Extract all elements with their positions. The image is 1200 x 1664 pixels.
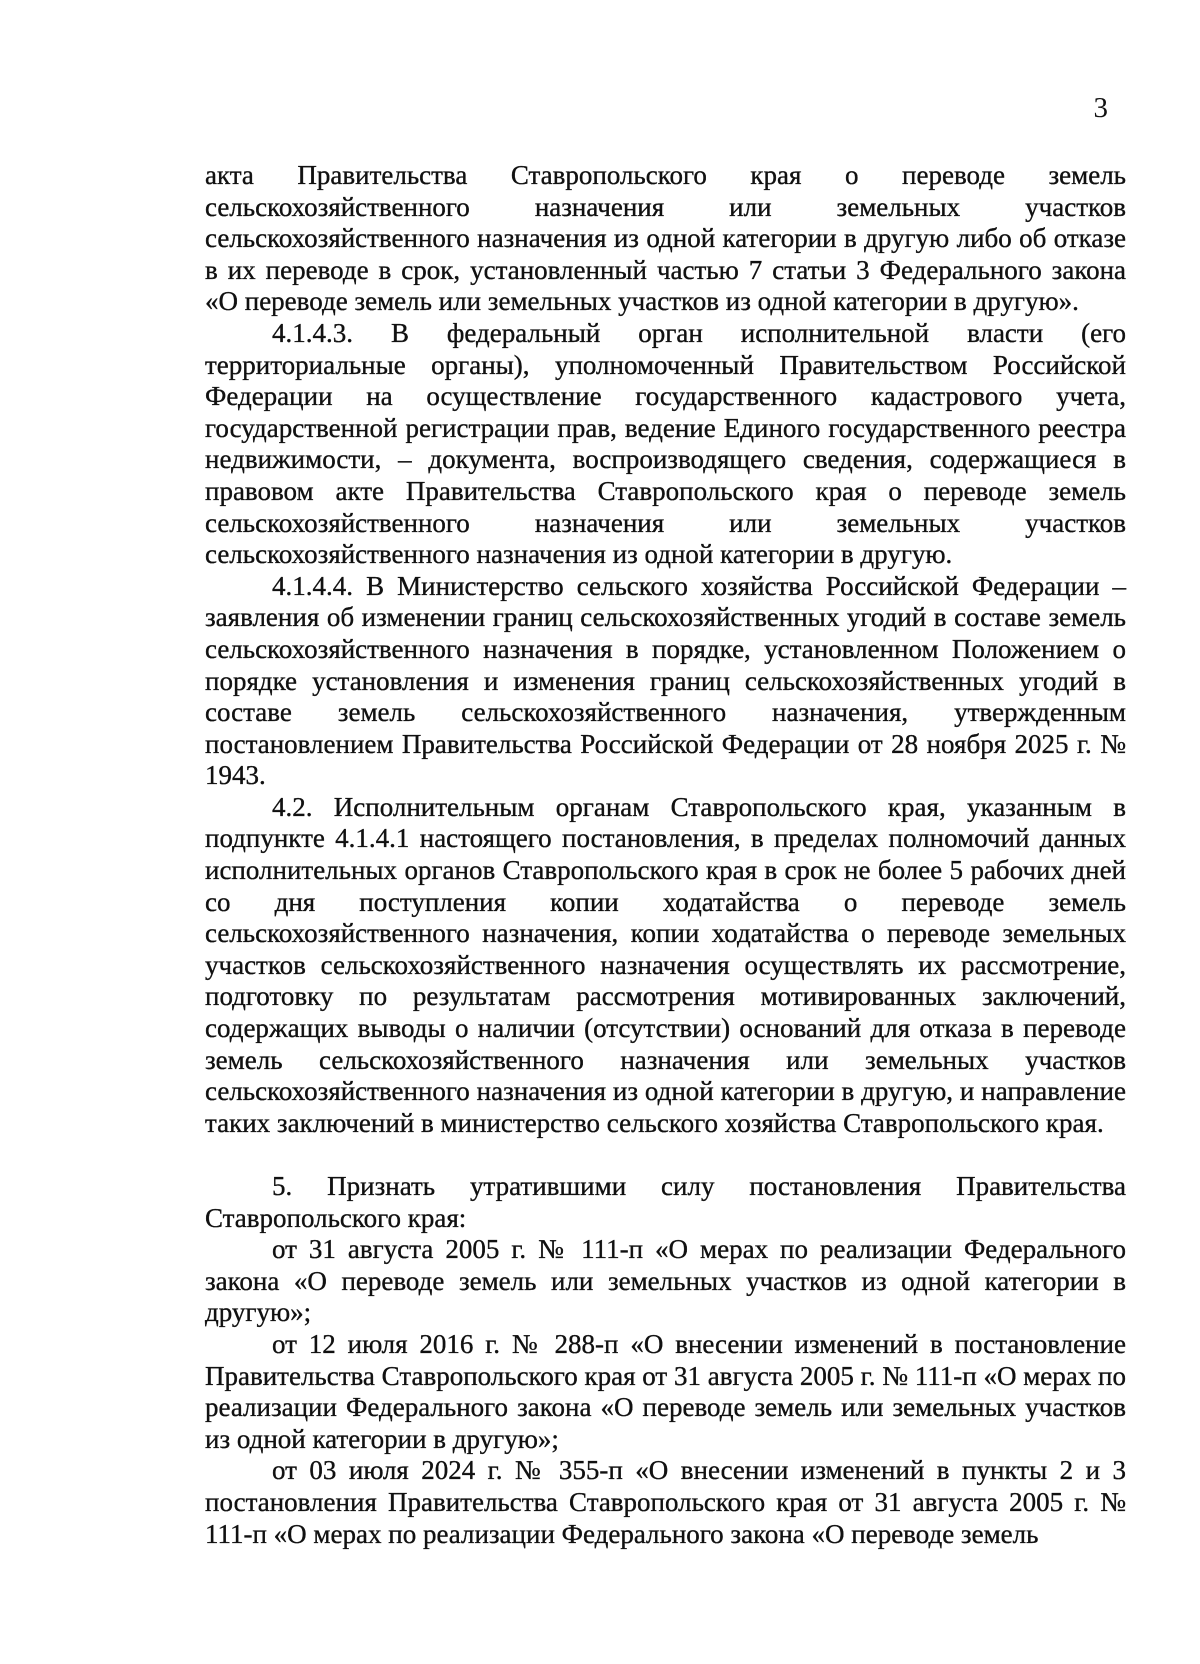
repealed-act-2005: от 31 августа 2005 г. № 111-п «О мерах по реализации Федерального закона «О переводе земель или земельных участков из одной категории в другую»; (205, 1234, 1126, 1328)
paragraph-4-1-4-3: 4.1.4.3. В федеральный орган исполнительной власти (его территориальные органы), уполномоченный Правительством Российской Федерации на осуществление государственного кадастрового учета, государственной регистрации прав, ведение Единого государственного реестра недвижимости, – документа, воспроизводящего сведения, содержащиеся в правовом акте Правительства Ставропольского края о переводе земель сельскохозяйственного назначения или земельных участков сельскохозяйственного назначения из одной категории в другую. (205, 317, 1126, 570)
repealed-act-2016: от 12 июля 2016 г. № 288-п «О внесении изменений в постановление Правительства Ставропольского края от 31 августа 2005 г. № 111-п «О мерах по реализации Федерального закона «О переводе земель или земельных участков из одной категории в другую»; (205, 1328, 1126, 1454)
paragraph-continuation: акта Правительства Ставропольского края о переводе земель сельскохозяйственного назначения или земельных участков сельскохозяйственного назначения из одной категории в другую либо об отказе в их переводе в срок, установленный частью 7 статьи 3 Федерального закона «О переводе земель или земельных участков из одной категории в другую». (205, 160, 1126, 317)
paragraph-4-2: 4.2. Исполнительным органам Ставропольского края, указанным в подпункте 4.1.4.1 настоящего постановления, в пределах полномочий данных исполнительных органов Ставропольского края в срок не более 5 рабочих дней со дня поступления копии ходатайства о переводе земель сельскохозяйственного назначения, копии ходатайства о переводе земельных участков сельскохозяйственного назначения осуществлять их рассмотрение, подготовку по результатам рассмотрения мотивированных заключений, содержащих выводы о наличии (отсутствии) оснований для отказа в переводе земель сельскохозяйственного назначения или земельных участков сельскохозяйственного назначения из одной категории в другую, и направление таких заключений в министерство сельского хозяйства Ставропольского края. (205, 791, 1126, 1138)
repealed-act-2024: от 03 июля 2024 г. № 355-п «О внесении изменений в пункты 2 и 3 постановления Правительства Ставропольского края от 31 августа 2005 г. № 111-п «О мерах по реализации Федерального закона «О переводе земель (205, 1455, 1126, 1549)
paragraph-4-1-4-4: 4.1.4.4. В Министерство сельского хозяйства Российской Федерации – заявления об изменении границ сельскохозяйственных угодий в составе земель сельскохозяйственного назначения в порядке, установленном Положением о порядке установления и изменения границ сельскохозяйственных угодий в составе земель сельскохозяйственного назначения, утвержденным постановлением Правительства Российской Федерации от 28 ноября 2025 г. № 1943. (205, 570, 1126, 791)
document-body (205, 160, 1126, 1550)
page-number: 3 (1093, 92, 1108, 124)
paragraph-5: 5. Признать утратившими силу постановления Правительства Ставропольского края: (205, 1171, 1126, 1233)
